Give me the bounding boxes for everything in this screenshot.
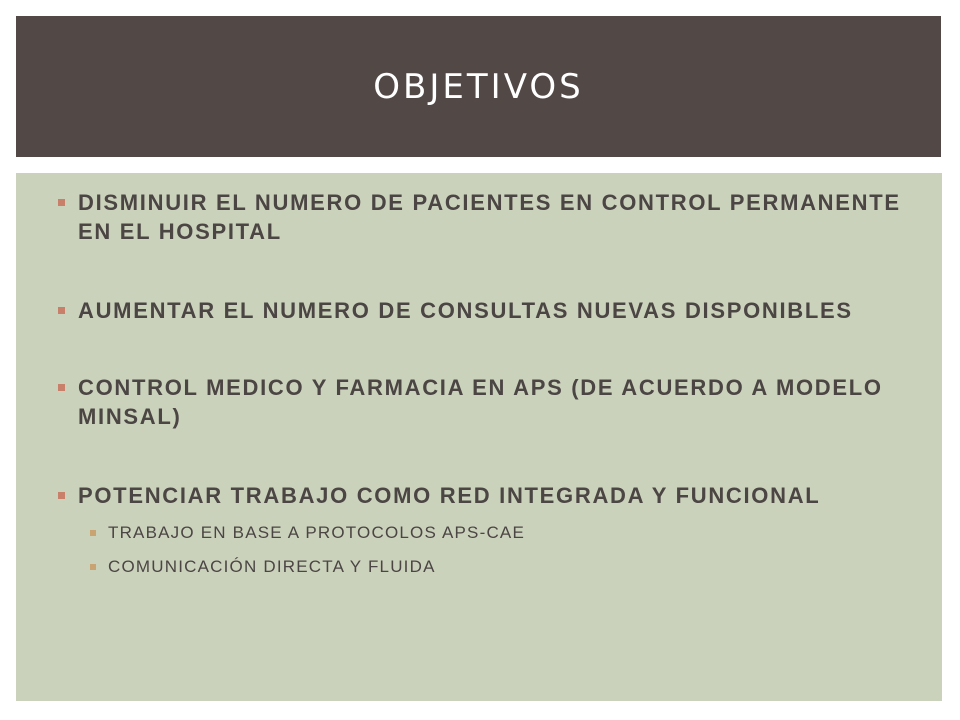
bullet-item (56, 188, 902, 246)
bullet-item (56, 296, 902, 325)
slide-title: OBJETIVOS (373, 66, 584, 107)
square-sub-bullet-icon (90, 530, 96, 536)
square-sub-bullet-icon (90, 564, 96, 570)
sub-bullet-item (88, 556, 902, 578)
content-panel (16, 173, 942, 701)
bullet-item (56, 373, 902, 431)
bullet-text: POTENCIAR TRABAJO COMO RED INTEGRADA Y FUNCIONAL (78, 483, 821, 508)
bullet-item (56, 481, 902, 510)
title-bar (16, 16, 941, 157)
sub-bullet-text: COMUNICACIÓN DIRECTA Y FLUIDA (108, 557, 436, 576)
sub-bullet-item (88, 522, 902, 544)
sub-bullet-text: TRABAJO EN BASE A PROTOCOLOS APS-CAE (108, 523, 526, 542)
bullet-text: CONTROL MEDICO Y FARMACIA EN APS (DE ACUERDO A MODELO MINSAL) (78, 375, 883, 429)
bullet-text: AUMENTAR EL NUMERO DE CONSULTAS NUEVAS DISPONIBLES (78, 298, 853, 323)
square-bullet-icon (58, 307, 65, 314)
bullet-text: DISMINUIR EL NUMERO DE PACIENTES EN CONTROL PERMANENTE EN EL HOSPITAL (78, 190, 901, 244)
square-bullet-icon (58, 384, 65, 391)
square-bullet-icon (58, 492, 65, 499)
square-bullet-icon (58, 199, 65, 206)
